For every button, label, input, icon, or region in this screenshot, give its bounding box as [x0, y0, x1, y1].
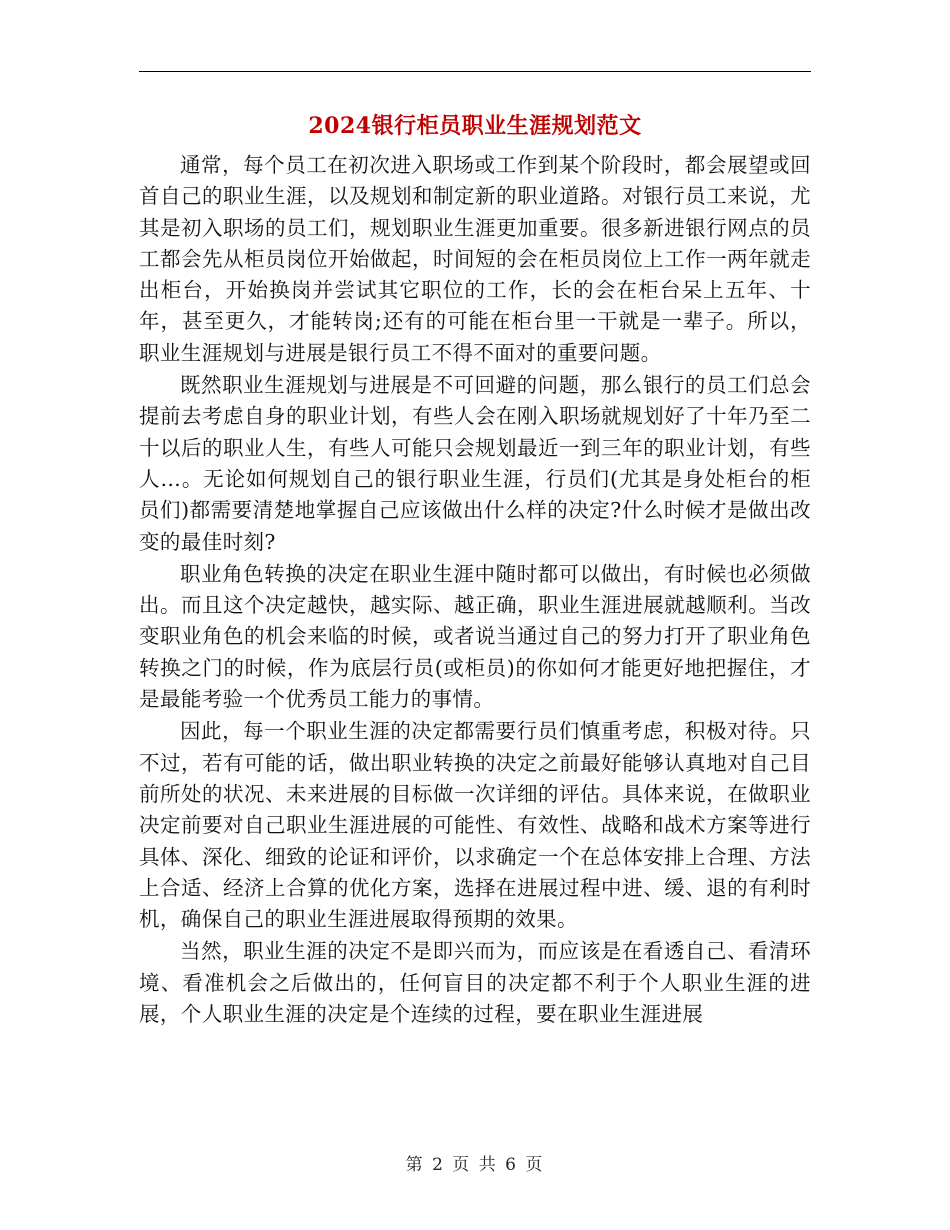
paragraph-3: 职业角色转换的决定在职业生涯中随时都可以做出，有时候也必须做出。而且这个决定越快，越实际、越正确，职业生涯进展就越顺利。当改变职业角色的机会来临的时候，或者说当通过自己的努力打开了职业角色转换之门的时候，作为底层行员(或柜员)的你如何才能更好地把握住，才是最能考验一个优秀员工能力的事情。	[139, 561, 811, 712]
document-title: 2024银行柜员职业生涯规划范文	[308, 113, 642, 139]
header-rule	[139, 71, 811, 72]
paragraph-1: 通常，每个员工在初次进入职场或工作到某个阶段时，都会展望或回首自己的职业生涯，以及规划和制定新的职业道路。对银行员工来说，尤其是初入职场的员工们，规划职业生涯更加重要。很多新进银行网点的员工都会先从柜员岗位开始做起，时间短的会在柜员岗位上工作一两年就走出柜台，开始换岗并尝试其它职位的工作，长的会在柜台呆上五年、十年，甚至更久，才能转岗;还有的可能在柜台里一干就是一辈子。所以，职业生涯规划与进展是银行员工不得不面对的重要问题。	[139, 153, 811, 365]
page-number-footer: 第 2 页 共 6 页	[405, 1155, 545, 1175]
paragraph-4: 因此，每一个职业生涯的决定都需要行员们慎重考虑，积极对待。只不过，若有可能的话，做出职业转换的决定之前最好能够认真地对自己目前所处的状况、未来进展的目标做一次详细的评估。具体来说，在做职业决定前要对自己职业生涯进展的可能性、有效性、战略和战术方案等进行具体、深化、细致的论证和评价，以求确定一个在总体安排上合理、方法上合适、经济上合算的优化方案，选择在进展过程中进、缓、退的有利时机，确保自己的职业生涯进展取得预期的效果。	[139, 719, 811, 932]
paragraph-2: 既然职业生涯规划与进展是不可回避的问题，那么银行的员工们总会提前去考虑自身的职业计划，有些人会在刚入职场就规划好了十年乃至二十以后的职业人生，有些人可能只会规划最近一到三年的职业计划，有些人…。无论如何规划自己的银行职业生涯，行员们(尤其是身处柜台的柜员们)都需要清楚地掌握自己应该做出什么样的决定?什么时候才是做出改变的最佳时刻?	[139, 373, 811, 554]
document-body	[139, 150, 811, 1031]
paragraph-5: 当然，职业生涯的决定不是即兴而为，而应该是在看透自己、看清环境、看准机会之后做出的，任何盲目的决定都不利于个人职业生涯的进展，个人职业生涯的决定是个连续的过程，要在职业生涯进展	[139, 939, 811, 1027]
